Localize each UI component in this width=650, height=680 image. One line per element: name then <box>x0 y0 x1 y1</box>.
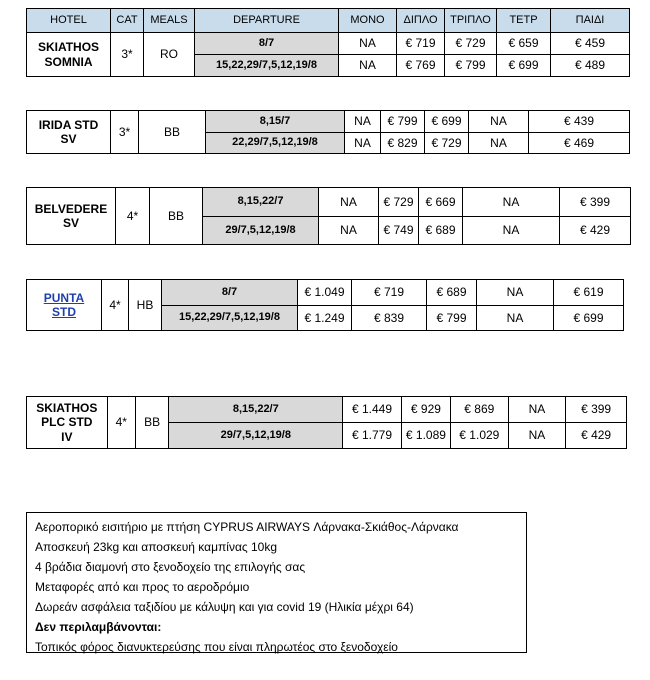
price-paidi: € 439 <box>529 111 630 133</box>
price-table-skiathos-plc <box>26 396 627 449</box>
header-tetr: ΤΕΤΡ <box>497 9 551 33</box>
excluded-title: Δεν περιλαμβάνονται: <box>35 620 162 634</box>
header-departure: DEPARTURE <box>195 9 339 33</box>
price-triplo: € 699 <box>425 111 469 133</box>
price-triplo: € 1.029 <box>451 423 509 449</box>
package-includes-box <box>26 512 527 653</box>
hotel-name: BELVEDERE SV <box>27 188 116 245</box>
departure-dates: 22,29/7,5,12,19/8 <box>206 133 345 154</box>
price-paidi: € 619 <box>554 280 624 306</box>
include-line: 4 βράδια διαμονή στο ξενοδοχείο της επιλογής σας <box>35 560 306 574</box>
price-diplo: € 729 <box>379 188 419 217</box>
header-triplo: ΤΡΙΠΛΟ <box>445 9 497 33</box>
price-mono: NA <box>339 33 397 55</box>
hotel-name-link[interactable]: STD <box>52 305 76 319</box>
departure-dates: 8,15/7 <box>206 111 345 133</box>
price-triplo: € 869 <box>451 397 509 423</box>
departure-dates: 29/7,5,12,19/8 <box>169 423 343 449</box>
price-mono: € 1.049 <box>298 280 352 306</box>
hotel-category: 4* <box>102 280 129 331</box>
hotel-name-link[interactable]: PUNTA <box>43 290 85 305</box>
price-triplo: € 689 <box>419 217 463 245</box>
departure-dates: 29/7,5,12,19/8 <box>203 217 319 245</box>
excluded-line: Τοπικός φόρος διανυκτερεύσης που είναι πληρωτέος στο ξενοδοχείο <box>35 640 398 654</box>
price-mono: € 1.449 <box>343 397 402 423</box>
price-diplo: € 1.089 <box>401 423 450 449</box>
price-tetr: NA <box>508 423 566 449</box>
price-mono: € 1.779 <box>343 423 402 449</box>
departure-dates: 8,15,22/7 <box>203 188 319 217</box>
header-diplo: ΔΙΠΛΟ <box>397 9 445 33</box>
price-diplo: € 749 <box>379 217 419 245</box>
include-line: Μεταφορές από και προς το αεροδρόμιο <box>35 580 250 594</box>
price-triplo: € 689 <box>427 280 477 306</box>
hotel-meals: HB <box>129 280 162 331</box>
price-diplo: € 839 <box>352 306 427 331</box>
hotel-category: 3* <box>111 33 144 77</box>
price-paidi: € 459 <box>551 33 630 55</box>
price-tetr: € 699 <box>497 55 551 77</box>
price-triplo: € 669 <box>419 188 463 217</box>
price-tetr: NA <box>477 306 554 331</box>
departure-dates: 8,15,22/7 <box>169 397 343 423</box>
include-line: Δωρεάν ασφάλεια ταξιδίου με κάλυψη και για covid 19 (Ηλικία μέχρι 64) <box>35 600 414 614</box>
hotel-meals: BB <box>150 188 203 245</box>
price-mono: NA <box>319 217 379 245</box>
header-meals: MEALS <box>144 9 195 33</box>
departure-dates: 15,22,29/7,5,12,19/8 <box>195 55 339 77</box>
header-cat: CAT <box>111 9 144 33</box>
price-paidi: € 429 <box>560 217 631 245</box>
hotel-name[interactable] <box>27 280 102 331</box>
hotel-name: SKIATHOS PLC STD IV <box>27 397 108 449</box>
price-table-punta <box>26 279 624 331</box>
header-hotel: HOTEL <box>27 9 111 33</box>
hotel-category: 3* <box>111 111 139 154</box>
price-mono: NA <box>345 111 381 133</box>
price-mono: NA <box>319 188 379 217</box>
include-line: Αεροπορικό εισιτήριο με πτήση CYPRUS AIRWAYS Λάρνακα-Σκιάθος-Λάρνακα <box>35 520 459 534</box>
hotel-name: SKIATHOS SOMNIA <box>27 33 111 77</box>
price-mono: € 1.249 <box>298 306 352 331</box>
price-diplo: € 719 <box>397 33 445 55</box>
hotel-meals: BB <box>139 111 206 154</box>
price-paidi: € 399 <box>566 397 627 423</box>
price-tetr: NA <box>508 397 566 423</box>
hotel-category: 4* <box>116 188 150 245</box>
departure-dates: 8/7 <box>195 33 339 55</box>
price-tetr: NA <box>469 111 529 133</box>
price-tetr: NA <box>477 280 554 306</box>
price-triplo: € 799 <box>427 306 477 331</box>
price-triplo: € 729 <box>445 33 497 55</box>
price-paidi: € 429 <box>566 423 627 449</box>
price-mono: NA <box>345 133 381 154</box>
price-diplo: € 799 <box>381 111 425 133</box>
departure-dates: 8/7 <box>162 280 298 306</box>
price-tetr: NA <box>463 217 560 245</box>
header-paidi: ΠΑΙΔΙ <box>551 9 630 33</box>
price-diplo: € 769 <box>397 55 445 77</box>
price-paidi: € 399 <box>560 188 631 217</box>
price-tetr: NA <box>469 133 529 154</box>
hotel-name: IRIDA STD SV <box>27 111 111 154</box>
header-mono: ΜΟΝΟ <box>339 9 397 33</box>
price-paidi: € 489 <box>551 55 630 77</box>
price-paidi: € 469 <box>529 133 630 154</box>
price-triplo: € 799 <box>445 55 497 77</box>
price-diplo: € 929 <box>401 397 450 423</box>
include-line: Αποσκευή 23kg και αποσκευή καμπίνας 10kg <box>35 540 278 554</box>
departure-dates: 15,22,29/7,5,12,19/8 <box>162 306 298 331</box>
price-diplo: € 829 <box>381 133 425 154</box>
price-diplo: € 719 <box>352 280 427 306</box>
hotel-category: 4* <box>107 397 135 449</box>
price-tetr: NA <box>463 188 560 217</box>
price-mono: NA <box>339 55 397 77</box>
price-tetr: € 659 <box>497 33 551 55</box>
price-table-belvedere <box>26 187 631 245</box>
hotel-meals: BB <box>135 397 169 449</box>
hotel-meals: RO <box>144 33 195 77</box>
price-paidi: € 699 <box>554 306 624 331</box>
price-table-irida <box>26 110 630 154</box>
price-table-skiathos-somnia <box>26 8 630 77</box>
price-triplo: € 729 <box>425 133 469 154</box>
